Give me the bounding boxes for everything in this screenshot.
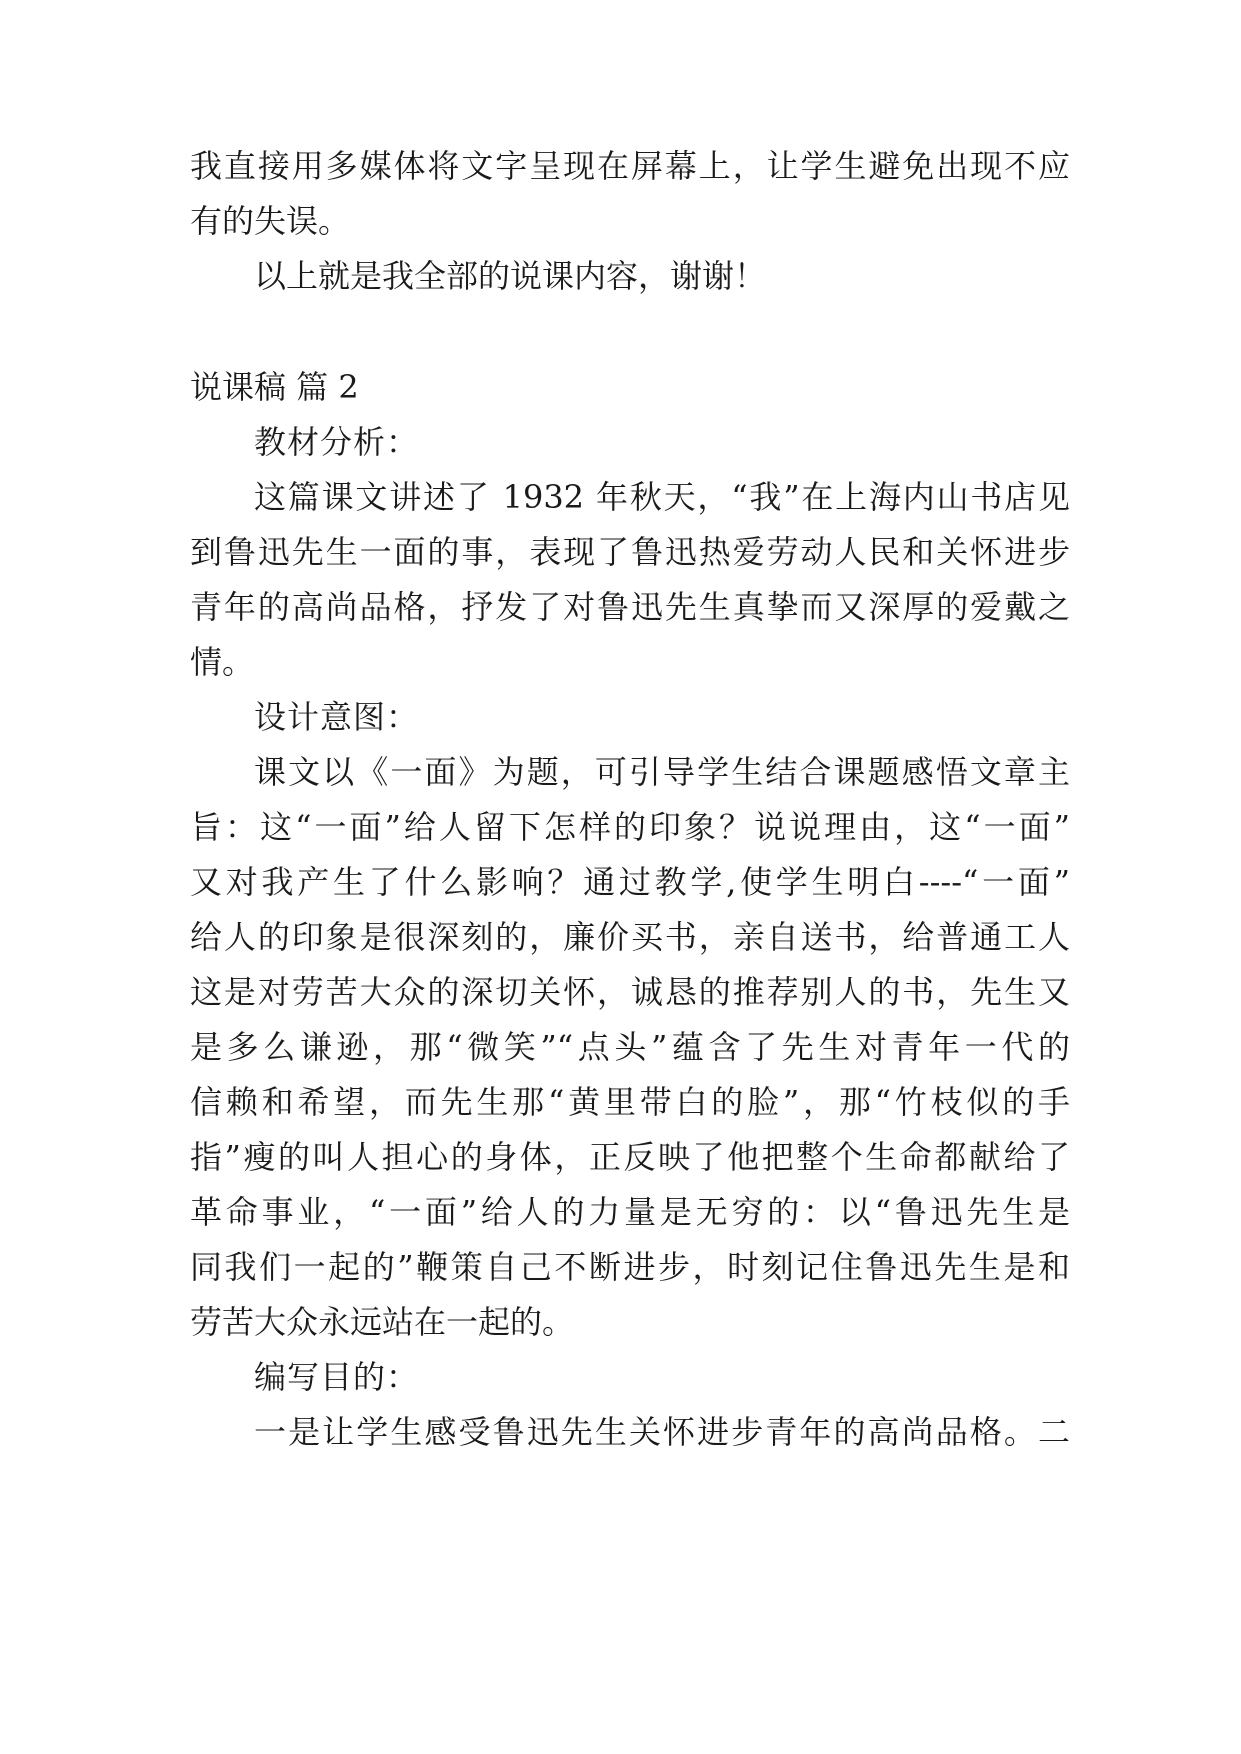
- paragraph-line: 情。: [190, 643, 255, 681]
- heading-writing-purpose: 编写目的：: [254, 1358, 420, 1396]
- heading-design-intent: 设计意图：: [254, 698, 420, 736]
- paragraph-line: 同我们一起的”鞭策自己不断进步，时刻记住鲁迅先生是和: [190, 1248, 1070, 1286]
- paragraph-line: 课文以《一面》为题，可引导学生结合课题感悟文章主: [254, 753, 1070, 791]
- paragraph-line: 一是让学生感受鲁迅先生关怀进步青年的高尚品格。二: [254, 1413, 1070, 1451]
- paragraph-line: 革命事业，“一面”给人的力量是无穷的：以“鲁迅先生是: [190, 1193, 1070, 1231]
- heading-textbook-analysis: 教材分析：: [254, 423, 420, 461]
- paragraph-line: 旨：这“一面”给人留下怎样的印象？说说理由，这“一面”: [190, 808, 1070, 846]
- paragraph-line: 给人的印象是很深刻的，廉价买书，亲自送书，给普通工人: [190, 918, 1070, 956]
- paragraph-line: 又对我产生了什么影响？通过教学,使学生明白----“一面”: [190, 863, 1070, 901]
- paragraph-line: 到鲁迅先生一面的事，表现了鲁迅热爱劳动人民和关怀进步: [190, 533, 1070, 571]
- paragraph-line: 这篇课文讲述了 1932 年秋天，“我”在上海内山书店见: [254, 478, 1070, 516]
- paragraph-line: 指”瘦的叫人担心的身体，正反映了他把整个生命都献给了: [190, 1138, 1070, 1176]
- paragraph-line: 信赖和希望，而先生那“黄里带白的脸”，那“竹枝似的手: [190, 1083, 1070, 1121]
- section-title: 说课稿 篇 2: [190, 368, 359, 406]
- closing-line: 以上就是我全部的说课内容，谢谢！: [254, 257, 767, 295]
- paragraph-line: 是多么谦逊，那“微笑”“点头”蕴含了先生对青年一代的: [190, 1028, 1070, 1066]
- intro-line-2: 有的失误。: [190, 202, 351, 240]
- intro-line-1: 我直接用多媒体将文字呈现在屏幕上，让学生避免出现不应: [190, 147, 1070, 185]
- paragraph-line: 劳苦大众永远站在一起的。: [190, 1303, 575, 1341]
- paragraph-line: 青年的高尚品格，抒发了对鲁迅先生真挚而又深厚的爱戴之: [190, 588, 1070, 626]
- paragraph-line: 这是对劳苦大众的深切关怀，诚恳的推荐别人的书，先生又: [190, 973, 1070, 1011]
